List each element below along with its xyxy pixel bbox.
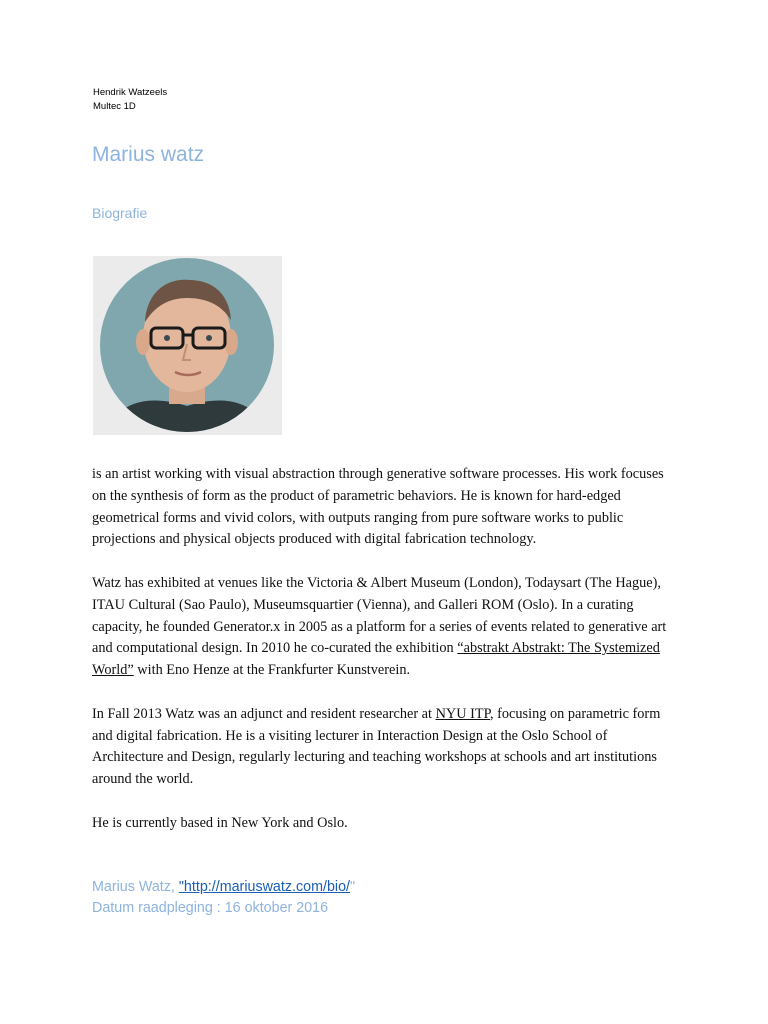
class-name: Multec 1D (93, 101, 136, 112)
source-url-link[interactable]: "http://mariuswatz.com/bio/ (178, 879, 350, 895)
bio-paragraph (92, 573, 674, 682)
exhibition-link[interactable]: “abstrakt Abstrakt: The Systemized World” (92, 640, 660, 679)
source-citation (92, 877, 355, 919)
nyu-itp-link[interactable]: NYU ITP (435, 705, 490, 722)
bio-text: Watz has exhibited at venues like the Victoria & Albert Museum (London), Todaysart (The Hague), ITAU Cultural (Sao Paulo), Museumsquartier (Vienna), and Galleri ROM (Oslo). In a curating capacity, he founded Generator.x in 2005 as a platform for a series of events related to generative art and computational design. In 2010 he co-curated the exhibition (92, 574, 667, 657)
source-line (92, 877, 355, 898)
bio-paragraph (92, 704, 674, 791)
consultation-date: Datum raadpleging : 16 oktober 2016 (92, 900, 329, 916)
page-title: Marius watz (92, 143, 205, 166)
author-name: Hendrik Watzeels (93, 87, 168, 98)
bio-paragraph: He is currently based in New York and Oslo. (92, 814, 348, 831)
document-header (93, 86, 167, 114)
source-suffix: " (350, 879, 356, 895)
bio-text: , focusing on parametric form and digital fabrication. He is a visiting lecturer in Interaction Design at the Oslo School of Architecture and Design, regularly lecturing and teaching workshops at schools and art institutions around the world. (92, 705, 661, 788)
portrait-photo (93, 256, 282, 435)
source-prefix: Marius Watz, (92, 879, 179, 895)
bio-text: with Eno Henze at the Frankfurter Kunstverein. (133, 662, 411, 679)
biography-text (92, 464, 674, 856)
bio-paragraph: is an artist working with visual abstraction through generative software processes. His work focuses on the synthesis of form as the product of parametric behaviors. He is known for hard-edged geometrical forms and vivid colors, with outputs ranging from pure software works to public projections and physical objects produced with digital fabrication technology. (92, 466, 664, 548)
bio-text: In Fall 2013 Watz was an adjunct and resident researcher at (92, 705, 436, 722)
section-heading: Biografie (92, 205, 148, 221)
